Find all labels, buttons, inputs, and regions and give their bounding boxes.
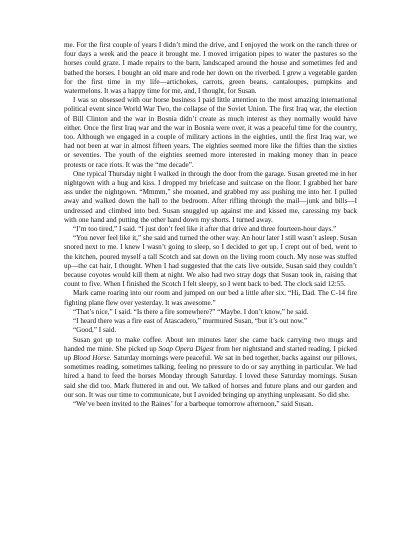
text-run: Mark came roaring into our room and jumped on our bed a little after six. “Hi, Dad. The C-14 fire fighting plane flew over yesterday. It was awesome.” xyxy=(64,289,357,307)
paragraph xyxy=(64,308,357,317)
text-run: “I’m too tired,” I said. “I just don’t feel like it after that drive and three fourteen-hour days.” xyxy=(73,225,337,234)
text-run: me. For the first couple of years I didn’t mind the drive, and I enjoyed the work on the ranch three or four days a week and the peace it brought me. I moved irrigation pipes to water the pastures so the horses could graze. I made repairs to the barn, landscaped around the house and sometimes fed and bathed the horses. I bought an old mare and rode her down on the riverbed. I grew a vegetable garden for the first time in my life—artichokes, carrots, green beans, cantaloupes, pumpkins and watermelons. It was a happy time for me, and, I thought, for Susan. xyxy=(64,41,357,96)
paragraph xyxy=(64,225,357,234)
text-run: “Good,” I said. xyxy=(73,326,117,335)
italic-title: Soap Opera Digest xyxy=(158,344,214,353)
text-run: “We’ve been invited to the Raines’ for a barbeque tomorrow afternoon,” said Susan. xyxy=(73,399,314,408)
paragraph xyxy=(64,234,357,289)
paragraph xyxy=(64,326,357,335)
text-body xyxy=(64,41,357,409)
paragraph xyxy=(64,170,357,225)
paragraph xyxy=(64,336,357,400)
paragraph xyxy=(64,41,357,96)
paragraph xyxy=(64,96,357,170)
text-run: One typical Thursday night I walked in through the door from the garage. Susan greeted me in her nightgown with a hug and kiss. I dropped my briefcase and suitcase on the floor. I grabbed her bare ass under the nightgown. “Mmmm,” she moaned, and grabbed my ass pushing me into her. I pulled away and walked down the hall to the bedroom. After rifling through the mail—junk and bills—I undressed and climbed into bed. Susan snuggled up against me and kissed me, caressing my back with one hand and putting the other hand down my shorts. I turned away. xyxy=(64,169,357,224)
italic-title: Blood Horse xyxy=(73,353,110,362)
paragraph xyxy=(64,400,357,409)
paragraph xyxy=(64,289,357,307)
text-run: . Saturday mornings were peaceful. We sat in bed together, backs against our pillows, sometimes reading, sometimes talking, feeling no pressure to do or say anything in particular. We had hired a hand to feed the horses Monday through Saturday. I loved these Saturday mornings. Susan said she did too. Mark fluttered in and out. We talked of horses and future plans and our garden and our son. It was our time to communicate, but I avoided bringing up anything unpleasant. So did she. xyxy=(64,353,357,399)
text-run: “You never feel like it,” she said and turned the other way. An hour later I still wasn’t asleep. Susan snored next to me. I knew I wasn’t going to sleep, so I decided to get up. I crept out of bed, went to the kitchen, poured myself a tall Scotch and sat down on the living room couch. My nose was stuffed up—the cat hair, I thought. When I had suggested that the cats live outside, Susan said they couldn’t because coyotes would kill them at night. We also had two stray dogs that Susan took in, raising that count to five. When I finished the Scotch I felt sleepy, so I went back to bed. The clock said 12:55. xyxy=(64,234,357,289)
text-run: from her nightstand and started reading. I picked up xyxy=(64,344,357,362)
text-run: Susan got up to make coffee. About ten minutes later she came back carrying two mugs and handed me mine. She picked up xyxy=(64,335,357,353)
text-run: I was so obsessed with our horse business I paid little attention to the most amazing international political event since World War Two, the collapse of the Soviet Union. The first Iraq war, the election of Bill Clinton and the war in Bosnia didn’t create as much interest as they normally would have either. Once the first Iraq war and the war in Bosnia were over, it was a peaceful time for the country, too. Although we engaged in a couple of military actions in the eighties, until the first Iraq war, we had not been at war in almost fifteen years. The eighties seemed more like the fifties than the sixties or seventies. The youth of the eighties seemed more interested in making money than in peace protests or race riots. It was the “me decade”. xyxy=(64,96,357,169)
text-run: “That’s nice,” I said. “Is there a fire somewhere?” “Maybe. I don’t know,” he said. xyxy=(73,307,309,316)
paragraph xyxy=(64,317,357,326)
text-run: “I heard there was a fire east of Atascadero,” murmured Susan, “but it’s out now.” xyxy=(73,317,308,326)
